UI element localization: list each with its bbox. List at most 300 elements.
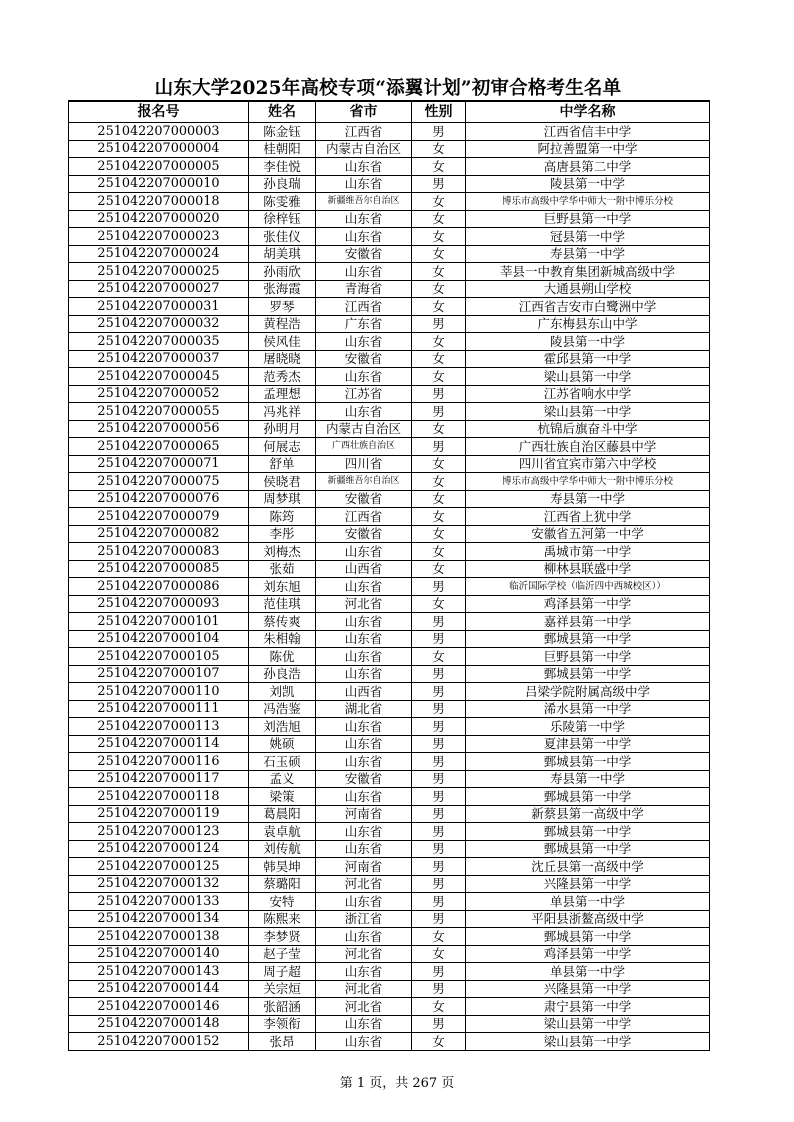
name-cell: 何展志: [249, 438, 316, 456]
registration-no-cell: 251042207000114: [69, 735, 249, 753]
name-cell: 梁策: [249, 788, 316, 806]
name-cell: 刘东旭: [249, 578, 316, 596]
school-cell: 鄄城县第一中学: [466, 788, 710, 806]
table-row: [69, 823, 710, 841]
table-row: [69, 998, 710, 1016]
school-cell: 鄄城县第一中学: [466, 840, 710, 858]
province-cell: 山东省: [316, 263, 412, 281]
registration-no-cell: 251042207000107: [69, 665, 249, 683]
province-cell: 四川省: [316, 455, 412, 473]
name-cell: 关宗烜: [249, 980, 316, 998]
school-cell: 鸡泽县第一中学: [466, 595, 710, 613]
school-cell: 肃宁县第一中学: [466, 998, 710, 1016]
school-cell: 鄄城县第一中学: [466, 753, 710, 771]
province-cell: 山东省: [316, 963, 412, 981]
table-body: [69, 123, 710, 1051]
school-cell: 霍邱县第一中学: [466, 350, 710, 368]
name-cell: 蔡璐阳: [249, 875, 316, 893]
name-cell: 侯晓君: [249, 473, 316, 491]
province-cell: 河北省: [316, 945, 412, 963]
province-cell: 山东省: [316, 840, 412, 858]
name-cell: 徐梓钰: [249, 210, 316, 228]
school-cell: 广东梅县东山中学: [466, 315, 710, 333]
gender-cell: 男: [412, 840, 466, 858]
name-cell: 冯浩鉴: [249, 700, 316, 718]
registration-no-cell: 251042207000116: [69, 753, 249, 771]
gender-cell: 男: [412, 858, 466, 876]
name-cell: 陈熙来: [249, 910, 316, 928]
school-cell: 兴隆县第一中学: [466, 980, 710, 998]
name-cell: 张昂: [249, 1033, 316, 1051]
registration-no-cell: 251042207000083: [69, 543, 249, 561]
gender-cell: 女: [412, 928, 466, 946]
province-cell: 山东省: [316, 175, 412, 193]
gender-cell: 女: [412, 350, 466, 368]
registration-no-cell: 251042207000093: [69, 595, 249, 613]
province-cell: 江西省: [316, 298, 412, 316]
school-cell: 吕梁学院附属高级中学: [466, 683, 710, 701]
gender-cell: 女: [412, 945, 466, 963]
gender-cell: 男: [412, 683, 466, 701]
table-row: [69, 648, 710, 666]
table-row: [69, 140, 710, 158]
registration-no-cell: 251042207000027: [69, 280, 249, 298]
table-row: [69, 350, 710, 368]
registration-no-cell: 251042207000055: [69, 403, 249, 421]
school-cell: 平阳县浙鳌高级中学: [466, 910, 710, 928]
province-cell: 山东省: [316, 1033, 412, 1051]
table-row: [69, 298, 710, 316]
column-header-school: 中学名称: [466, 101, 710, 123]
table-row: [69, 770, 710, 788]
province-cell: 山东省: [316, 823, 412, 841]
registration-no-cell: 251042207000119: [69, 805, 249, 823]
name-cell: 舒单: [249, 455, 316, 473]
page-footer: 第 1 页，共 267 页: [339, 1076, 455, 1091]
registration-no-cell: 251042207000104: [69, 630, 249, 648]
province-cell: 山东省: [316, 1015, 412, 1033]
registration-no-cell: 251042207000076: [69, 490, 249, 508]
province-cell: 内蒙古自治区: [316, 420, 412, 438]
table-row: [69, 613, 710, 631]
province-cell: 山西省: [316, 560, 412, 578]
registration-no-cell: 251042207000101: [69, 613, 249, 631]
table-row: [69, 665, 710, 683]
registration-no-cell: 251042207000035: [69, 333, 249, 351]
province-cell: 山东省: [316, 158, 412, 176]
registration-no-cell: 251042207000020: [69, 210, 249, 228]
registration-no-cell: 251042207000023: [69, 228, 249, 246]
gender-cell: 女: [412, 508, 466, 526]
table-row: [69, 595, 710, 613]
registration-no-cell: 251042207000071: [69, 455, 249, 473]
table-row: [69, 893, 710, 911]
table-row: [69, 123, 710, 141]
province-cell: 山东省: [316, 333, 412, 351]
school-cell: 莘县一中教育集团新城高级中学: [466, 263, 710, 281]
name-cell: 范佳琪: [249, 595, 316, 613]
province-cell: 山东省: [316, 228, 412, 246]
gender-cell: 女: [412, 998, 466, 1016]
school-cell: 新蔡县第一高级中学: [466, 805, 710, 823]
gender-cell: 女: [412, 298, 466, 316]
school-cell: 江西省信丰中学: [466, 123, 710, 141]
table-row: [69, 245, 710, 263]
school-cell: 陵县第一中学: [466, 175, 710, 193]
candidate-table: [68, 100, 710, 1051]
school-cell: 寿县第一中学: [466, 245, 710, 263]
gender-cell: 男: [412, 315, 466, 333]
table-row: [69, 910, 710, 928]
registration-no-cell: 251042207000148: [69, 1015, 249, 1033]
name-cell: 范秀杰: [249, 368, 316, 386]
province-cell: 湖北省: [316, 700, 412, 718]
school-cell: 陵县第一中学: [466, 333, 710, 351]
school-cell: 安徽省五河第一中学: [466, 525, 710, 543]
name-cell: 韩昊坤: [249, 858, 316, 876]
province-cell: 安徽省: [316, 525, 412, 543]
name-cell: 孙雨欣: [249, 263, 316, 281]
gender-cell: 男: [412, 823, 466, 841]
gender-cell: 女: [412, 490, 466, 508]
table-row: [69, 385, 710, 403]
name-cell: 刘传航: [249, 840, 316, 858]
table-row: [69, 805, 710, 823]
school-cell: 巨野县第一中学: [466, 210, 710, 228]
table-row: [69, 788, 710, 806]
registration-no-cell: 251042207000082: [69, 525, 249, 543]
column-header-gender: 性别: [412, 101, 466, 123]
gender-cell: 男: [412, 403, 466, 421]
gender-cell: 女: [412, 525, 466, 543]
school-cell: 单县第一中学: [466, 893, 710, 911]
name-cell: 姚硕: [249, 735, 316, 753]
gender-cell: 男: [412, 753, 466, 771]
gender-cell: 女: [412, 648, 466, 666]
name-cell: 刘梅杰: [249, 543, 316, 561]
name-cell: 刘凯: [249, 683, 316, 701]
table-row: [69, 718, 710, 736]
registration-no-cell: 251042207000146: [69, 998, 249, 1016]
school-cell: 鸡泽县第一中学: [466, 945, 710, 963]
registration-no-cell: 251042207000025: [69, 263, 249, 281]
school-cell: 浠水县第一中学: [466, 700, 710, 718]
school-cell: 单县第一中学: [466, 963, 710, 981]
name-cell: 李领衔: [249, 1015, 316, 1033]
gender-cell: 男: [412, 980, 466, 998]
table-row: [69, 263, 710, 281]
province-cell: 广西壮族自治区: [316, 438, 412, 456]
table-row: [69, 490, 710, 508]
registration-no-cell: 251042207000037: [69, 350, 249, 368]
table-row: [69, 1033, 710, 1051]
name-cell: 陈金钰: [249, 123, 316, 141]
name-cell: 胡美琪: [249, 245, 316, 263]
province-cell: 山东省: [316, 543, 412, 561]
school-cell: 梁山县第一中学: [466, 368, 710, 386]
province-cell: 山东省: [316, 210, 412, 228]
province-cell: 河北省: [316, 998, 412, 1016]
name-cell: 赵子莹: [249, 945, 316, 963]
table-row: [69, 840, 710, 858]
province-cell: 江苏省: [316, 385, 412, 403]
table-row: [69, 175, 710, 193]
table-row: [69, 473, 710, 491]
school-cell: 鄄城县第一中学: [466, 665, 710, 683]
name-cell: 孙明月: [249, 420, 316, 438]
table-row: [69, 560, 710, 578]
school-cell: 寿县第一中学: [466, 490, 710, 508]
gender-cell: 女: [412, 158, 466, 176]
school-cell: 沈丘县第一高级中学: [466, 858, 710, 876]
table-row: [69, 700, 710, 718]
name-cell: 张茹: [249, 560, 316, 578]
table-row: [69, 525, 710, 543]
school-cell: 大通县朔山学校: [466, 280, 710, 298]
registration-no-cell: 251042207000105: [69, 648, 249, 666]
school-cell: 江西省上犹中学: [466, 508, 710, 526]
province-cell: 山东省: [316, 648, 412, 666]
school-cell: 梁山县第一中学: [466, 1015, 710, 1033]
registration-no-cell: 251042207000143: [69, 963, 249, 981]
column-header-registration-no: 报名号: [69, 101, 249, 123]
column-header-province: 省市: [316, 101, 412, 123]
table-row: [69, 928, 710, 946]
school-cell: 博乐市高级中学华中师大一附中博乐分校: [466, 193, 710, 211]
school-cell: 梁山县第一中学: [466, 403, 710, 421]
registration-no-cell: 251042207000133: [69, 893, 249, 911]
name-cell: 桂朝阳: [249, 140, 316, 158]
school-cell: 四川省宜宾市第六中学校: [466, 455, 710, 473]
province-cell: 山东省: [316, 718, 412, 736]
gender-cell: 女: [412, 543, 466, 561]
table-row: [69, 210, 710, 228]
name-cell: 张佳仪: [249, 228, 316, 246]
name-cell: 李彤: [249, 525, 316, 543]
registration-no-cell: 251042207000085: [69, 560, 249, 578]
name-cell: 袁卓航: [249, 823, 316, 841]
table-row: [69, 158, 710, 176]
table-row: [69, 735, 710, 753]
province-cell: 河南省: [316, 858, 412, 876]
province-cell: 山东省: [316, 613, 412, 631]
province-cell: 新疆维吾尔自治区: [316, 193, 412, 211]
table-row: [69, 368, 710, 386]
gender-cell: 女: [412, 245, 466, 263]
registration-no-cell: 251042207000111: [69, 700, 249, 718]
column-header-name: 姓名: [249, 101, 316, 123]
gender-cell: 男: [412, 875, 466, 893]
province-cell: 青海省: [316, 280, 412, 298]
gender-cell: 男: [412, 770, 466, 788]
school-cell: 鄄城县第一中学: [466, 823, 710, 841]
province-cell: 山东省: [316, 735, 412, 753]
table-row: [69, 945, 710, 963]
gender-cell: 男: [412, 578, 466, 596]
province-cell: 河北省: [316, 875, 412, 893]
gender-cell: 男: [412, 123, 466, 141]
registration-no-cell: 251042207000134: [69, 910, 249, 928]
registration-no-cell: 251042207000113: [69, 718, 249, 736]
province-cell: 安徽省: [316, 350, 412, 368]
gender-cell: 男: [412, 788, 466, 806]
school-cell: 阿拉善盟第一中学: [466, 140, 710, 158]
registration-no-cell: 251042207000075: [69, 473, 249, 491]
gender-cell: 女: [412, 1033, 466, 1051]
school-cell: 高唐县第二中学: [466, 158, 710, 176]
registration-no-cell: 251042207000086: [69, 578, 249, 596]
name-cell: 孟义: [249, 770, 316, 788]
gender-cell: 男: [412, 630, 466, 648]
gender-cell: 女: [412, 193, 466, 211]
registration-no-cell: 251042207000018: [69, 193, 249, 211]
name-cell: 张韶涵: [249, 998, 316, 1016]
name-cell: 朱相翰: [249, 630, 316, 648]
school-cell: 江西省吉安市白鹭洲中学: [466, 298, 710, 316]
gender-cell: 女: [412, 280, 466, 298]
name-cell: 安特: [249, 893, 316, 911]
province-cell: 河北省: [316, 595, 412, 613]
gender-cell: 男: [412, 893, 466, 911]
gender-cell: 男: [412, 385, 466, 403]
gender-cell: 男: [412, 735, 466, 753]
school-cell: 巨野县第一中学: [466, 648, 710, 666]
table-row: [69, 630, 710, 648]
registration-no-cell: 251042207000132: [69, 875, 249, 893]
school-cell: 鄄城县第一中学: [466, 630, 710, 648]
province-cell: 江西省: [316, 123, 412, 141]
registration-no-cell: 251042207000004: [69, 140, 249, 158]
gender-cell: 男: [412, 910, 466, 928]
name-cell: 李梦贤: [249, 928, 316, 946]
province-cell: 山东省: [316, 368, 412, 386]
province-cell: 山东省: [316, 403, 412, 421]
school-cell: 冠县第一中学: [466, 228, 710, 246]
registration-no-cell: 251042207000010: [69, 175, 249, 193]
table-row: [69, 683, 710, 701]
table-row: [69, 438, 710, 456]
gender-cell: 女: [412, 140, 466, 158]
registration-no-cell: 251042207000032: [69, 315, 249, 333]
province-cell: 新疆维吾尔自治区: [316, 473, 412, 491]
registration-no-cell: 251042207000065: [69, 438, 249, 456]
table-row: [69, 1015, 710, 1033]
name-cell: 刘浩旭: [249, 718, 316, 736]
page-title: 山东大学2025年高校专项“添翼计划”初审合格考生名单: [154, 78, 622, 99]
gender-cell: 女: [412, 420, 466, 438]
table-row: [69, 193, 710, 211]
table-row: [69, 315, 710, 333]
province-cell: 山东省: [316, 753, 412, 771]
gender-cell: 女: [412, 333, 466, 351]
province-cell: 河北省: [316, 980, 412, 998]
province-cell: 山东省: [316, 788, 412, 806]
name-cell: 周梦琪: [249, 490, 316, 508]
gender-cell: 女: [412, 368, 466, 386]
table-row: [69, 508, 710, 526]
school-cell: 鄄城县第一中学: [466, 928, 710, 946]
school-cell: 广西壮族自治区藤县中学: [466, 438, 710, 456]
registration-no-cell: 251042207000124: [69, 840, 249, 858]
table-row: [69, 963, 710, 981]
table-row: [69, 753, 710, 771]
registration-no-cell: 251042207000079: [69, 508, 249, 526]
province-cell: 山东省: [316, 665, 412, 683]
registration-no-cell: 251042207000045: [69, 368, 249, 386]
table-row: [69, 280, 710, 298]
school-cell: 柳林县联盛中学: [466, 560, 710, 578]
province-cell: 山西省: [316, 683, 412, 701]
table-row: [69, 228, 710, 246]
table-header-row: [69, 101, 710, 123]
school-cell: 夏津县第一中学: [466, 735, 710, 753]
name-cell: 周子超: [249, 963, 316, 981]
registration-no-cell: 251042207000144: [69, 980, 249, 998]
registration-no-cell: 251042207000117: [69, 770, 249, 788]
province-cell: 安徽省: [316, 245, 412, 263]
province-cell: 浙江省: [316, 910, 412, 928]
table-row: [69, 858, 710, 876]
school-cell: 兴隆县第一中学: [466, 875, 710, 893]
province-cell: 内蒙古自治区: [316, 140, 412, 158]
name-cell: 陈筠: [249, 508, 316, 526]
gender-cell: 女: [412, 595, 466, 613]
table-row: [69, 980, 710, 998]
registration-no-cell: 251042207000110: [69, 683, 249, 701]
registration-no-cell: 251042207000024: [69, 245, 249, 263]
school-cell: 临沂国际学校（临沂四中西城校区））: [466, 578, 710, 596]
registration-no-cell: 251042207000138: [69, 928, 249, 946]
table-row: [69, 403, 710, 421]
gender-cell: 女: [412, 263, 466, 281]
gender-cell: 女: [412, 455, 466, 473]
gender-cell: 男: [412, 805, 466, 823]
name-cell: 侯风佳: [249, 333, 316, 351]
registration-no-cell: 251042207000005: [69, 158, 249, 176]
school-cell: 博乐市高级中学华中师大一附中博乐分校: [466, 473, 710, 491]
name-cell: 孟理想: [249, 385, 316, 403]
school-cell: 禹城市第一中学: [466, 543, 710, 561]
name-cell: 石玉硕: [249, 753, 316, 771]
name-cell: 陈优: [249, 648, 316, 666]
province-cell: 山东省: [316, 928, 412, 946]
name-cell: 屠晓晓: [249, 350, 316, 368]
school-cell: 梁山县第一中学: [466, 1033, 710, 1051]
gender-cell: 男: [412, 613, 466, 631]
gender-cell: 女: [412, 210, 466, 228]
registration-no-cell: 251042207000118: [69, 788, 249, 806]
table-row: [69, 578, 710, 596]
name-cell: 孙良瑞: [249, 175, 316, 193]
name-cell: 陈雯雅: [249, 193, 316, 211]
name-cell: 葛晨阳: [249, 805, 316, 823]
name-cell: 冯兆祥: [249, 403, 316, 421]
name-cell: 黄程浩: [249, 315, 316, 333]
registration-no-cell: 251042207000125: [69, 858, 249, 876]
registration-no-cell: 251042207000140: [69, 945, 249, 963]
name-cell: 蔡传爽: [249, 613, 316, 631]
school-cell: 嘉祥县第一中学: [466, 613, 710, 631]
province-cell: 河南省: [316, 805, 412, 823]
province-cell: 山东省: [316, 630, 412, 648]
name-cell: 张海霞: [249, 280, 316, 298]
registration-no-cell: 251042207000031: [69, 298, 249, 316]
registration-no-cell: 251042207000152: [69, 1033, 249, 1051]
province-cell: 广东省: [316, 315, 412, 333]
school-cell: 杭锦后旗奋斗中学: [466, 420, 710, 438]
school-cell: 寿县第一中学: [466, 770, 710, 788]
table-row: [69, 333, 710, 351]
